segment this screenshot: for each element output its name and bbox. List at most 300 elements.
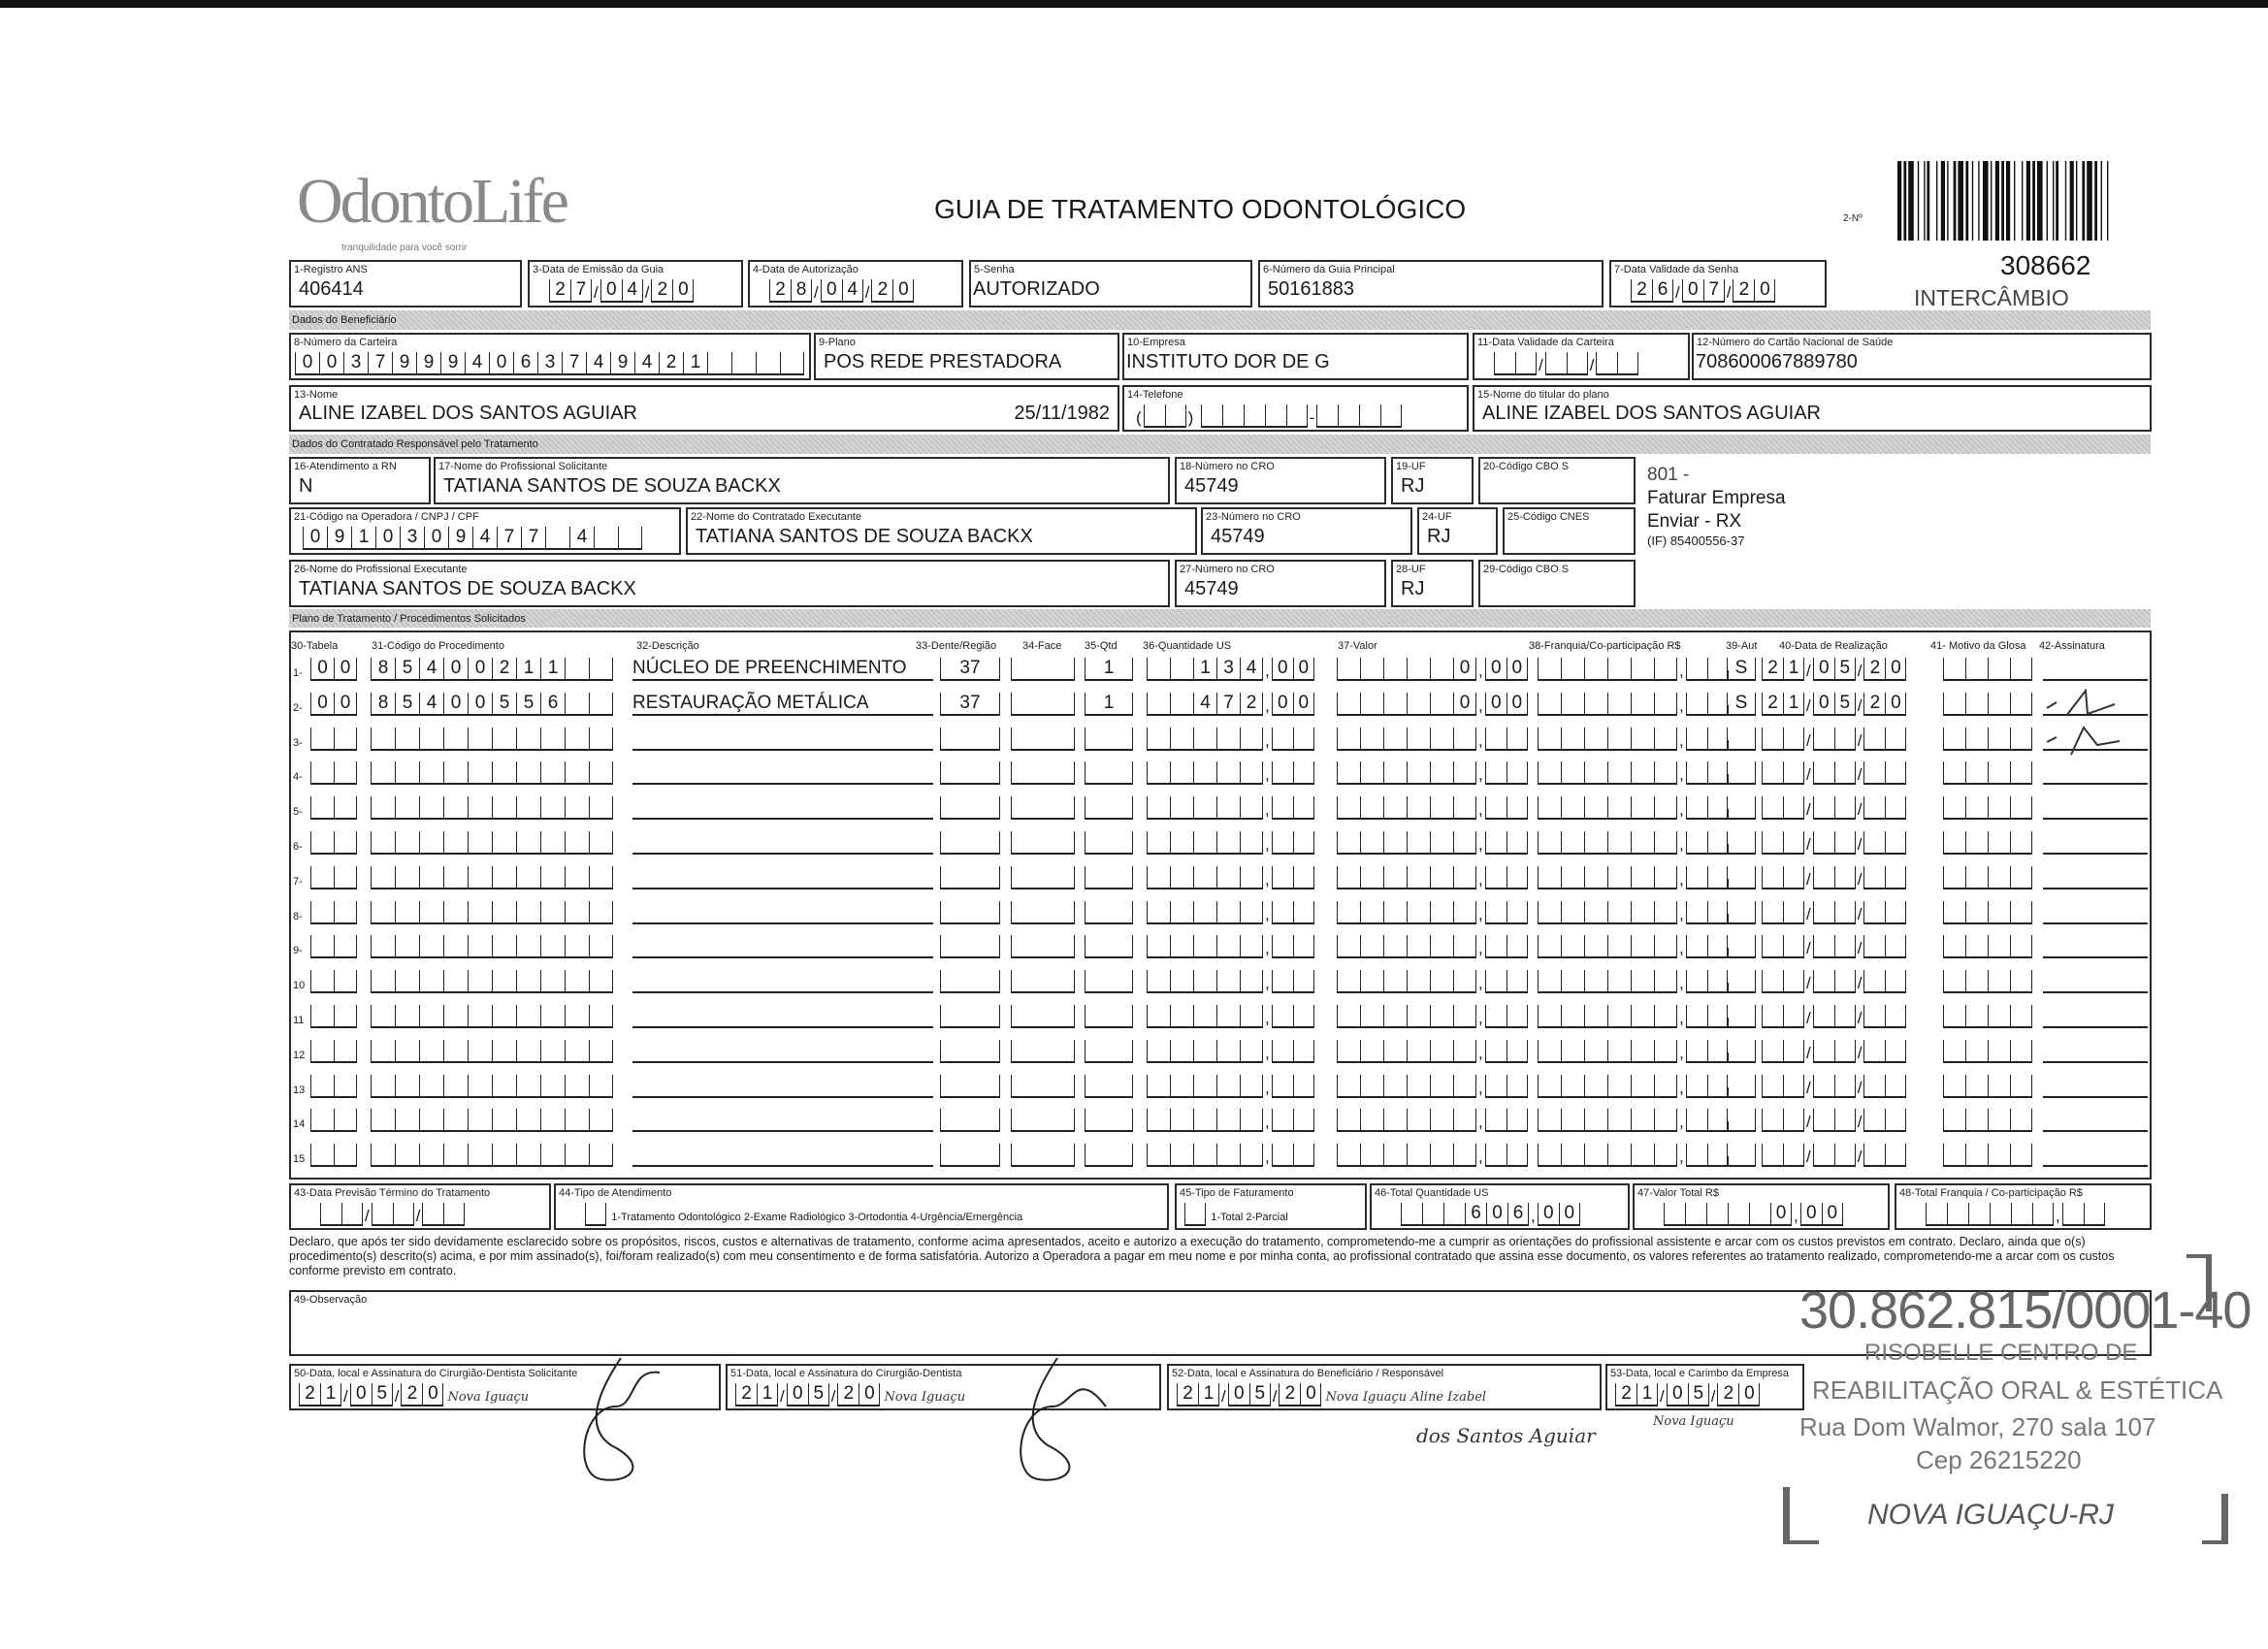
comb-cell	[1727, 1109, 1756, 1130]
data-realizacao-field[interactable]: 2 1 / 0 5 / 2 0	[1762, 658, 1906, 681]
contratado-executante-field[interactable]	[686, 507, 1197, 555]
comb-cell	[1507, 761, 1528, 783]
total-us-field[interactable]: 46-Total Quantidade US 6 0 6 , 0 0	[1370, 1183, 1630, 1230]
valor-field[interactable]: 0 , 0 0	[1337, 693, 1528, 716]
uf-24-field[interactable]	[1417, 507, 1498, 555]
franquia-field[interactable]: ,	[1538, 1005, 1729, 1028]
comb-cell	[1686, 693, 1707, 714]
comb-cell: 1	[516, 658, 540, 679]
comb-cell	[1654, 1109, 1677, 1130]
comb-cell	[1407, 1040, 1430, 1061]
uf-28-field[interactable]	[1391, 560, 1474, 607]
assinatura-field[interactable]	[2043, 1005, 2148, 1028]
comb-cell	[1453, 761, 1476, 783]
dente-field[interactable]	[940, 970, 1000, 993]
validade-senha-field[interactable]: 7-Data Validade da Senha 2 6 / 0 7 / 2 0	[1609, 260, 1827, 307]
comb-cell	[1216, 935, 1240, 956]
descricao-field[interactable]	[632, 1109, 933, 1132]
comb-cell	[565, 658, 589, 679]
data-realizacao-field[interactable]: / /	[1762, 761, 1906, 785]
comb-cell	[1926, 1203, 1947, 1224]
prof-executante-field[interactable]	[289, 560, 1170, 607]
field-label: 14-Telefone	[1127, 389, 1183, 401]
scan-edge	[0, 0, 2268, 8]
franquia-field[interactable]: ,	[1538, 658, 1729, 681]
row-number: 4-	[293, 771, 303, 784]
field-label: 8-Número da Carteira	[294, 337, 398, 348]
quantidade-us-field[interactable]: ,	[1147, 1005, 1314, 1028]
comb-cell	[516, 796, 540, 818]
descricao-field[interactable]: RESTAURAÇÃO METÁLICA	[632, 693, 933, 716]
empresa-field[interactable]	[1122, 333, 1469, 380]
field-label: 18-Número no CRO	[1180, 461, 1275, 472]
comb-cell	[589, 831, 613, 853]
valor-dec-comb	[1485, 831, 1528, 855]
comb-cell	[1561, 1075, 1584, 1096]
face-comb	[1011, 1144, 1075, 1167]
rn-field[interactable]	[289, 457, 431, 504]
comb-cell	[1147, 658, 1170, 679]
carteira-field[interactable]	[289, 333, 811, 380]
comb-cell: 0	[600, 279, 622, 301]
comb-cell	[1147, 866, 1170, 888]
comb-cell: 6	[540, 693, 565, 714]
cro-18-field[interactable]	[1175, 457, 1386, 504]
assinatura-field[interactable]	[2043, 935, 2148, 958]
comb-cell	[1453, 866, 1476, 888]
valor-field[interactable]: 0 , 0 0	[1337, 658, 1528, 681]
codigo-comb	[371, 693, 613, 716]
comb-cell	[1337, 1109, 1360, 1130]
comb-cell	[1654, 728, 1677, 749]
descricao-field[interactable]	[632, 866, 933, 889]
comb-cell	[1686, 1144, 1707, 1165]
descricao-field[interactable]	[632, 970, 933, 993]
data-realizacao-field[interactable]: / /	[1762, 866, 1906, 889]
comb-cell	[1011, 658, 1075, 679]
comb-cell	[1631, 796, 1654, 818]
int-comb	[1926, 1203, 2054, 1226]
dente-field[interactable]	[940, 796, 1000, 820]
cbo-20-field[interactable]	[1478, 457, 1636, 504]
tabela-comb	[310, 796, 357, 820]
data-realizacao-field[interactable]: / /	[1762, 796, 1906, 820]
valor-field[interactable]: ,	[1337, 831, 1528, 855]
assinatura-field[interactable]	[2043, 796, 2148, 820]
comb-cell	[1947, 1203, 1968, 1224]
field-value: TATIANA SANTOS DE SOUZA BACKX	[443, 475, 781, 497]
data-realizacao-field[interactable]: / /	[1762, 1109, 1906, 1132]
comb-cell	[1561, 831, 1584, 853]
comb-cell	[371, 1144, 395, 1165]
franquia-int-comb	[1538, 901, 1677, 924]
comb-cell	[1337, 658, 1360, 679]
table-row	[0, 968, 2268, 997]
comb-cell	[1813, 796, 1834, 818]
comb-cell: 5	[1834, 693, 1856, 714]
comb-cell	[1147, 761, 1170, 783]
quantidade-us-field[interactable]: ,	[1147, 1109, 1314, 1132]
valor-field[interactable]: ,	[1337, 728, 1528, 751]
comb-cell	[1011, 728, 1075, 749]
dente-field[interactable]	[940, 1144, 1000, 1167]
comb-cell	[1943, 970, 1965, 991]
dente-field[interactable]	[940, 728, 1000, 751]
row-number: 13	[293, 1083, 306, 1096]
assinatura-field[interactable]	[2043, 1075, 2148, 1098]
day-comb	[1762, 728, 1804, 751]
dente-field[interactable]: 37	[940, 693, 1000, 716]
day-comb	[769, 279, 812, 303]
valor-dec-comb	[1485, 1075, 1528, 1098]
franquia-field[interactable]: ,	[1538, 935, 1729, 958]
qtd-comb	[1085, 935, 1133, 958]
valor-field[interactable]: ,	[1337, 866, 1528, 889]
comb-cell	[1147, 1075, 1170, 1096]
comb-cell	[443, 761, 468, 783]
comb-cell	[1011, 1040, 1075, 1061]
comb-cell: 7	[1216, 693, 1240, 714]
valor-total-field[interactable]: 47-Valor Total R$ 0 , 0 0	[1633, 1183, 1890, 1230]
valor-field[interactable]: ,	[1337, 1144, 1528, 1167]
data-emissao-field[interactable]: 3-Data de Emissão da Guia 2 7 / 0 4 / 2 0	[528, 260, 743, 307]
assinatura-field[interactable]	[2043, 1144, 2148, 1167]
comb-cell: 6	[1507, 1203, 1529, 1224]
comb-cell	[565, 1040, 589, 1061]
descricao-field[interactable]	[632, 935, 933, 958]
comb-cell	[1561, 935, 1584, 956]
tipo-atendimento-field[interactable]	[554, 1183, 1169, 1230]
field-label: 5-Senha	[974, 264, 1015, 275]
comb-cell	[1965, 831, 1988, 853]
comb-cell	[1272, 761, 1293, 783]
comb-cell	[1193, 935, 1216, 956]
comb-cell	[310, 796, 334, 818]
data-realizacao-field[interactable]: / /	[1762, 728, 1906, 751]
comb-cell	[1783, 761, 1804, 783]
data-realizacao-field[interactable]: / /	[1762, 1040, 1906, 1063]
comb-cell: 0	[468, 658, 492, 679]
declaration-text: Declaro, que após ter sido devidamente esclarecido sobre os propósitos, riscos, custos e alternativas de tratamento, conforme acima apresentados, aceito e autorizo a execução do tratamento, comprometendo-me a cumprir as orientações do profissional assistente e arcar com os custos previstos em contrato. Declaro, ainda que o(s) procedimento(s) descrito(s) acima, e por mim assinado(s), foi/foram realizado(s) com meu consentimento e de forma satisfatória. Autorizo a Operadora a pagar em meu nome e por minha conta, ao profissional contratado que assina esse documento, os valores referentes ao tratamento realizado, comprometendo-me a arcar com os custos conforme previsto em contrato.	[289, 1235, 2115, 1277]
franquia-field[interactable]: ,	[1538, 1109, 1729, 1132]
comb-cell	[1085, 935, 1133, 956]
quantidade-us-field[interactable]: ,	[1147, 901, 1314, 924]
dente-field[interactable]	[940, 831, 1000, 855]
comb-cell	[540, 866, 565, 888]
descricao-field[interactable]: NÚCLEO DE PREENCHIMENTO	[632, 658, 933, 681]
comb-cell	[1011, 693, 1075, 714]
data-realizacao-field[interactable]: / /	[1762, 831, 1906, 855]
comb-cell	[372, 1203, 393, 1224]
assinatura-field[interactable]	[2043, 658, 2148, 681]
field-value: POS REDE PRESTADORA	[824, 351, 1062, 372]
quantidade-us-field[interactable]: ,	[1147, 831, 1314, 855]
month-comb	[1813, 693, 1856, 716]
comb-cell	[1885, 831, 1906, 853]
titular-field[interactable]	[1473, 385, 2152, 432]
data-autorizacao-field[interactable]: 4-Data de Autorização 2 8 / 0 4 / 2 0	[748, 260, 963, 307]
comb-cell	[1170, 796, 1193, 818]
franquia-field[interactable]: ,	[1538, 831, 1729, 855]
descricao-field[interactable]	[632, 1040, 933, 1063]
table-row	[0, 1038, 2268, 1067]
comb-cell	[1216, 1109, 1240, 1130]
valor-dec-comb	[1485, 658, 1528, 681]
comb-cell: 4	[419, 658, 443, 679]
comb-cell	[334, 1109, 357, 1130]
tipo-faturamento-field[interactable]	[1175, 1183, 1367, 1230]
quantidade-us-field[interactable]: 1 3 4 , 0 0	[1147, 658, 1314, 681]
dente-field[interactable]	[940, 1109, 1000, 1132]
data-realizacao-field[interactable]: / /	[1762, 901, 1906, 924]
data-realizacao-field[interactable]: / /	[1762, 1005, 1906, 1028]
comb-cell	[707, 352, 731, 373]
comb-cell	[1707, 1040, 1729, 1061]
valor-field[interactable]: ,	[1337, 901, 1528, 924]
cns-field[interactable]	[1692, 333, 2152, 380]
franquia-field[interactable]: ,	[1538, 1075, 1729, 1098]
quantidade-us-field[interactable]: ,	[1147, 728, 1314, 751]
comb-cell	[1561, 796, 1584, 818]
tabela-comb	[310, 970, 357, 993]
quantidade-us-field[interactable]: ,	[1147, 796, 1314, 820]
data-realizacao-field[interactable]: / /	[1762, 1144, 1906, 1167]
validade-carteira-field[interactable]: 11-Data Validade da Carteira / /	[1473, 333, 1690, 380]
franquia-field[interactable]: ,	[1538, 901, 1729, 924]
dente-field[interactable]: 37	[940, 658, 1000, 681]
comb-cell	[1430, 866, 1453, 888]
quantidade-us-field[interactable]: ,	[1147, 1040, 1314, 1063]
comb-cell	[1201, 404, 1222, 426]
signature-field-53[interactable]	[1605, 1364, 1804, 1410]
assinatura-field[interactable]	[2043, 866, 2148, 889]
franquia-dec-comb	[1686, 901, 1729, 924]
comb-cell: 0	[295, 352, 319, 373]
comb-cell: 4	[569, 527, 594, 548]
day-comb	[1762, 831, 1804, 855]
dente-field[interactable]	[940, 1040, 1000, 1063]
comb-cell	[594, 527, 618, 548]
motivo-glosa-comb	[1943, 1040, 2032, 1063]
descricao-field[interactable]	[632, 831, 933, 855]
comb-cell: 2	[1279, 1383, 1300, 1405]
descricao-field[interactable]	[632, 1005, 933, 1028]
codigo-comb	[371, 728, 613, 751]
franquia-field[interactable]: ,	[1538, 728, 1729, 751]
signature-field-52[interactable]	[1167, 1364, 1602, 1410]
comb-cell	[1193, 1144, 1216, 1165]
dente-field[interactable]	[940, 866, 1000, 889]
field-label: 16-Atendimento a RN	[294, 461, 397, 472]
comb-cell	[1272, 1040, 1293, 1061]
valor-field[interactable]: ,	[1337, 935, 1528, 958]
comb-cell	[1538, 658, 1561, 679]
comb-cell	[1885, 901, 1906, 922]
cbo-29-field[interactable]	[1478, 560, 1636, 607]
descricao-field[interactable]	[632, 1144, 933, 1167]
comb-cell: 5	[1249, 1383, 1271, 1405]
registro-ans-field[interactable]	[289, 260, 522, 307]
odontolife-logo: OdontoLife	[297, 166, 567, 237]
tabela-comb	[310, 693, 357, 716]
comb-cell	[1607, 693, 1631, 714]
us-dec-comb	[1272, 935, 1314, 958]
comb-cell	[1762, 761, 1783, 783]
franquia-field[interactable]: ,	[1538, 693, 1729, 716]
guia-principal-field[interactable]	[1258, 260, 1604, 307]
valor-field[interactable]: ,	[1337, 1109, 1528, 1132]
comb-cell: 4	[622, 279, 643, 301]
franquia-field[interactable]: ,	[1538, 761, 1729, 785]
comb-cell	[1965, 1040, 1988, 1061]
year-comb	[1717, 1383, 1760, 1406]
comb-cell	[589, 1144, 613, 1165]
descricao-field[interactable]	[632, 901, 933, 924]
descricao-field[interactable]	[632, 728, 933, 751]
quantidade-us-field[interactable]: ,	[1147, 866, 1314, 889]
signature-place: Nova Iguaçu	[1653, 1414, 1734, 1429]
comb-cell	[1265, 404, 1286, 426]
valor-field[interactable]: ,	[1337, 761, 1528, 785]
stamp-line: RISOBELLE CENTRO DE	[1864, 1340, 2138, 1366]
comb-cell	[1943, 935, 1965, 956]
telefone-field[interactable]: 14-Telefone ( ) -	[1122, 385, 1469, 432]
comb-cell	[1596, 352, 1617, 373]
comb-cell	[1085, 1075, 1133, 1096]
data-realizacao-field[interactable]: / /	[1762, 970, 1906, 993]
field-label: 29-Código CBO S	[1483, 564, 1570, 575]
valor-int-comb	[1337, 1005, 1476, 1028]
comb-cell	[565, 935, 589, 956]
comb-cell	[1707, 658, 1729, 679]
dente-field[interactable]	[940, 1005, 1000, 1028]
comb-cell	[1686, 1075, 1707, 1096]
year-comb	[651, 279, 694, 303]
day-comb	[1762, 796, 1804, 820]
prof-solicitante-field[interactable]	[434, 457, 1170, 504]
uf-19-field[interactable]	[1391, 457, 1474, 504]
quantidade-us-field[interactable]: ,	[1147, 1075, 1314, 1098]
motivo-glosa-comb	[1943, 970, 2032, 993]
valor-int-comb	[1337, 970, 1476, 993]
data-realizacao-field[interactable]: / /	[1762, 935, 1906, 958]
dente-field[interactable]	[940, 761, 1000, 785]
comb-cell: 2	[1631, 279, 1652, 301]
comb-cell	[1380, 404, 1402, 426]
quantidade-us-field[interactable]: ,	[1147, 970, 1314, 993]
comb-cell	[1147, 1109, 1170, 1130]
assinatura-field[interactable]	[2043, 1040, 2148, 1063]
field-label: 23-Número no CRO	[1206, 511, 1301, 523]
assinatura-field[interactable]	[2043, 970, 2148, 993]
comb-cell	[1584, 1075, 1607, 1096]
valor-field[interactable]: ,	[1337, 1005, 1528, 1028]
comb-cell: 0	[443, 693, 468, 714]
year-comb	[1863, 901, 1906, 924]
comb-cell: 4	[1240, 658, 1263, 679]
valor-dec-comb	[1485, 1144, 1528, 1167]
dente-field[interactable]	[940, 1075, 1000, 1098]
valor-field[interactable]: ,	[1337, 970, 1528, 993]
dentist-signature-icon	[543, 1348, 679, 1494]
aut-comb	[1727, 693, 1756, 716]
assinatura-field[interactable]	[2043, 761, 2148, 785]
table-row	[0, 1142, 2268, 1171]
comb-cell	[1631, 693, 1654, 714]
comb-cell	[1943, 796, 1965, 818]
qtd-comb	[1085, 1109, 1133, 1132]
valor-field[interactable]: ,	[1337, 1075, 1528, 1098]
franquia-field[interactable]: ,	[1538, 970, 1729, 993]
data-realizacao-field[interactable]: 2 1 / 0 5 / 2 0	[1762, 693, 1906, 716]
cro-23-field[interactable]	[1201, 507, 1412, 555]
franquia-field[interactable]: ,	[1538, 796, 1729, 820]
franquia-field[interactable]: ,	[1538, 1040, 1729, 1063]
assinatura-field[interactable]	[2043, 901, 2148, 924]
quantidade-us-field[interactable]: ,	[1147, 1144, 1314, 1167]
total-franquia-field[interactable]: 48-Total Franquia / Co-participação R$ ,	[1895, 1183, 2152, 1230]
valor-int-comb	[1337, 1144, 1476, 1167]
valor-dec-comb	[1485, 693, 1528, 716]
nome-field[interactable]	[289, 385, 1119, 432]
valor-field[interactable]: ,	[1337, 796, 1528, 820]
note-line: Faturar Empresa	[1647, 488, 1786, 508]
plano-field[interactable]	[814, 333, 1119, 380]
quantidade-us-field[interactable]: ,	[1147, 935, 1314, 958]
comb-cell	[1885, 970, 1906, 991]
comb-cell	[1360, 831, 1383, 853]
assinatura-field[interactable]	[2043, 1109, 2148, 1132]
quantidade-us-field[interactable]: ,	[1147, 761, 1314, 785]
comb-cell	[1216, 970, 1240, 991]
franquia-field[interactable]: ,	[1538, 1144, 1729, 1167]
franquia-field[interactable]: ,	[1538, 866, 1729, 889]
comb-cell	[1485, 1040, 1507, 1061]
comb-cell	[443, 866, 468, 888]
comb-cell	[1631, 970, 1654, 991]
comb-cell	[1453, 970, 1476, 991]
comb-cell	[1360, 901, 1383, 922]
data-realizacao-field[interactable]: / /	[1762, 1075, 1906, 1098]
comb-cell	[468, 866, 492, 888]
comb-cell: 2	[1762, 693, 1783, 714]
comb-cell	[1965, 693, 1988, 714]
comb-cell	[1430, 761, 1453, 783]
assinatura-field[interactable]	[2043, 831, 2148, 855]
codigo-operadora-field[interactable]	[289, 507, 681, 555]
descricao-field[interactable]	[632, 796, 933, 820]
comb-cell	[1617, 352, 1638, 373]
dente-field[interactable]	[940, 935, 1000, 958]
comb-cell	[1193, 796, 1216, 818]
cro-27-field[interactable]	[1175, 560, 1386, 607]
valor-field[interactable]: ,	[1337, 1040, 1528, 1063]
quantidade-us-field[interactable]: 4 7 2 , 0 0	[1147, 693, 1314, 716]
comb-cell	[589, 1040, 613, 1061]
descricao-field[interactable]	[632, 1075, 933, 1098]
comb-cell	[589, 901, 613, 922]
comb-cell	[1293, 1075, 1314, 1096]
comb-cell	[492, 728, 516, 749]
dente-field[interactable]	[940, 901, 1000, 924]
comb-cell: 0	[1228, 1383, 1249, 1405]
senha-field[interactable]	[969, 260, 1252, 307]
comb-cell: 1	[757, 1383, 778, 1405]
previsao-field[interactable]: 43-Data Previsão Término do Tratamento / /	[289, 1183, 551, 1230]
cnes-25-field[interactable]	[1503, 507, 1636, 555]
descricao-field[interactable]	[632, 761, 933, 785]
comb-cell	[1170, 866, 1193, 888]
